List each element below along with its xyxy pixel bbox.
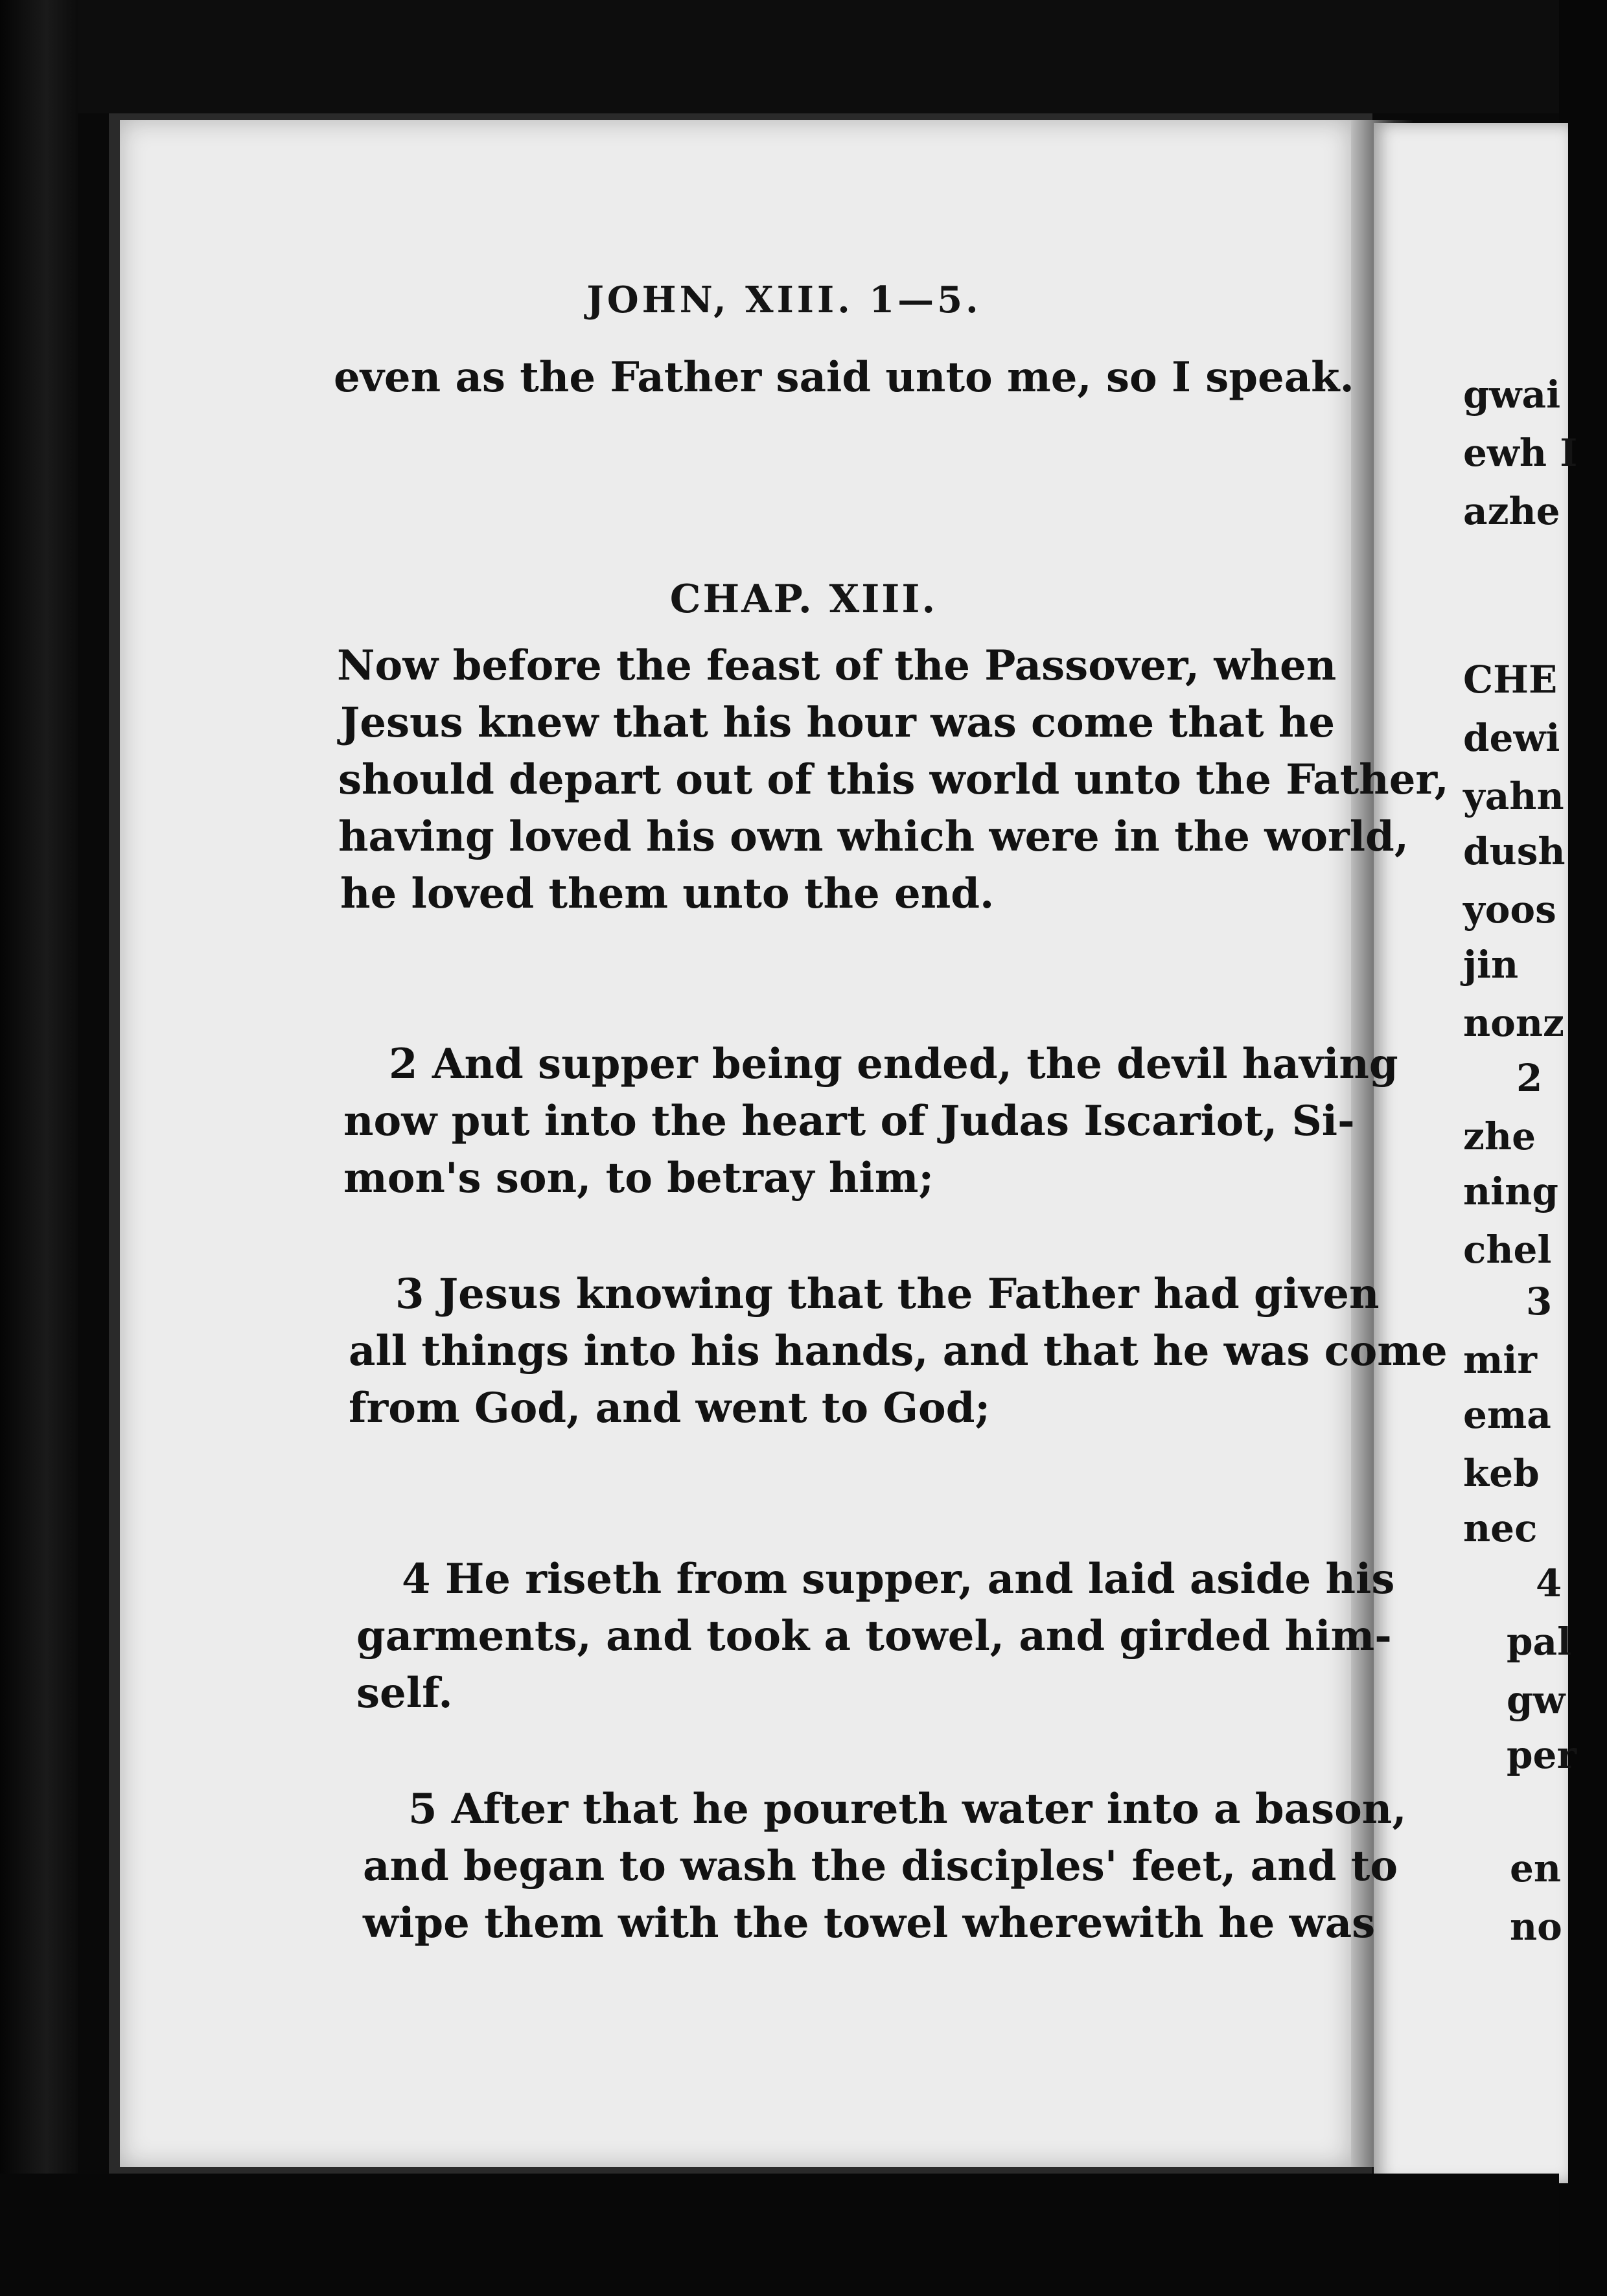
right-fragment: gwai (1463, 373, 1561, 417)
verse-1-line-2: Jesus knew that his hour was come that he (340, 698, 1335, 747)
verse-1-line-4: having loved his own which were in the world, (338, 812, 1409, 861)
continuation-line: even as the Father said unto me, so I speak. (334, 353, 1354, 402)
right-fragment: CHE (1463, 658, 1558, 702)
right-fragment: 2 (1516, 1056, 1543, 1100)
right-fragment: dush (1463, 829, 1566, 873)
right-fragment: 3 (1526, 1280, 1553, 1324)
chapter-title: CHAP. XIII. (669, 577, 938, 622)
verse-4-line-1: 4 He riseth from supper, and laid aside his (402, 1555, 1395, 1603)
right-fragment: nonz (1463, 1001, 1564, 1045)
right-fragment: en (1510, 1846, 1562, 1890)
scan-border-bottom (0, 2174, 1559, 2296)
verse-2-line-2: now put into the heart of Judas Iscariot, Si- (343, 1097, 1355, 1145)
verse-3-line-2: all things into his hands, and that he was come (349, 1327, 1448, 1375)
verse-2-line-3: mon's son, to betray him; (343, 1154, 934, 1202)
verse-1-line-1: Now before the feast of the Passover, when (337, 641, 1337, 690)
right-fragment: jin (1463, 943, 1519, 987)
right-fragment: 4 (1536, 1561, 1562, 1605)
verse-3-line-3: from God, and went to God; (349, 1384, 991, 1432)
verse-3-line-1: 3 Jesus knowing that the Father had given (395, 1270, 1380, 1318)
right-fragment: azhe (1463, 489, 1560, 533)
verse-5-line-1: 5 After that he poureth water into a bason, (408, 1785, 1407, 1833)
right-fragment: nec (1463, 1506, 1538, 1550)
scan-border-top (0, 0, 1559, 113)
right-fragment: keb (1463, 1451, 1540, 1495)
right-fragment: ewh I (1463, 431, 1578, 475)
verse-4-line-2: garments, and took a towel, and girded him- (356, 1612, 1392, 1660)
right-fragment: yoos (1463, 888, 1556, 932)
right-fragment: pal (1507, 1620, 1572, 1664)
verse-1-line-3: should depart out of this world unto the Father, (338, 755, 1449, 804)
verse-5-line-2: and began to wash the disciples' feet, and to (363, 1842, 1398, 1890)
verse-5-line-3: wipe them with the towel wherewith he was (363, 1899, 1376, 1947)
verse-2-line-1: 2 And supper being ended, the devil having (389, 1040, 1398, 1088)
right-fragment: zhe (1463, 1114, 1536, 1158)
right-fragment: dewi (1463, 716, 1560, 760)
right-fragment: yahn (1463, 774, 1564, 818)
right-fragment: chel (1463, 1228, 1552, 1272)
right-fragment: ema (1463, 1393, 1551, 1437)
right-fragment: ning (1463, 1169, 1558, 1213)
scan-border-left (0, 0, 78, 2296)
verse-4-line-3: self. (356, 1669, 453, 1717)
running-head: JOHN, XIII. 1—5. (586, 279, 982, 321)
right-fragment: mir (1463, 1338, 1537, 1382)
right-fragment: no (1510, 1905, 1562, 1949)
verse-1-line-5: he loved them unto the end. (340, 869, 995, 918)
right-fragment: gw (1507, 1678, 1566, 1722)
right-fragment: per (1507, 1733, 1577, 1777)
